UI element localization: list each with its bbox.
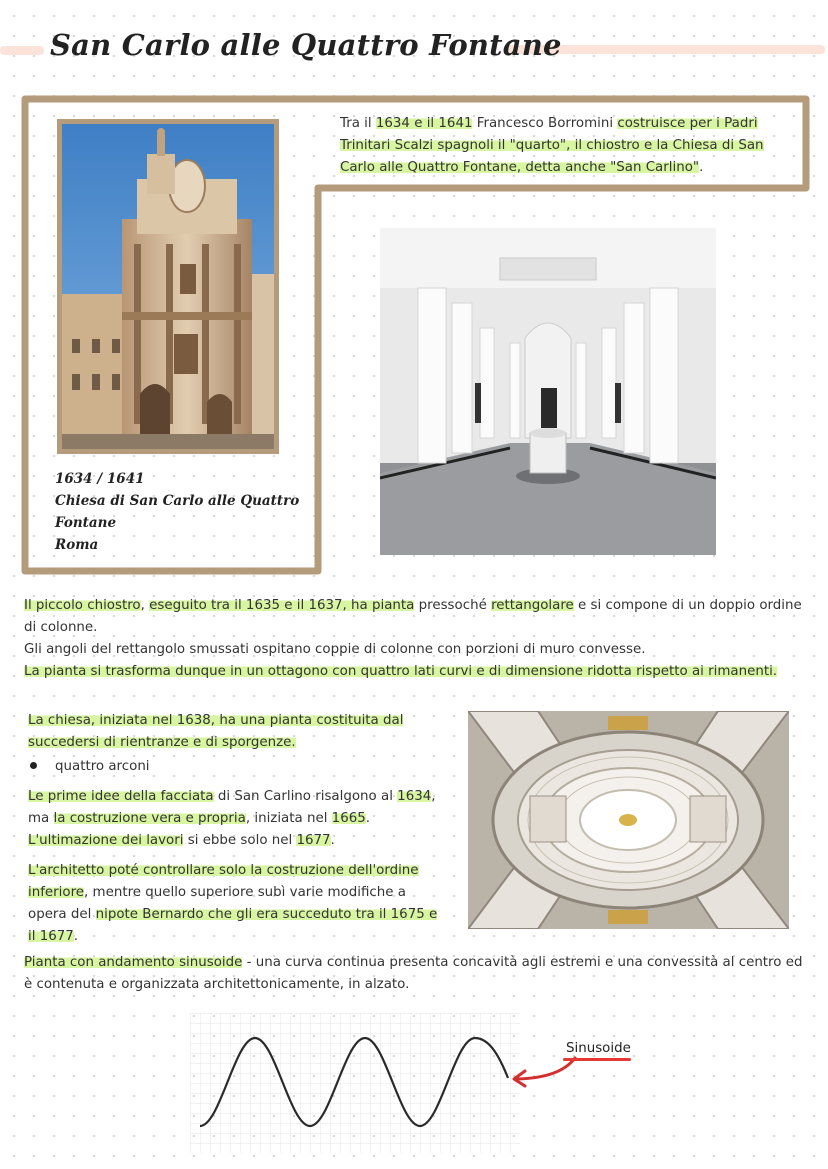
church-intro: La chiesa, iniziata nel 1638, ha una pianta costituita dal succedersi di rientranze e di sporgenze. [28,713,404,750]
cloister-text-2: Gli angoli del rettangolo smussati ospitano coppie di colonne con porzioni di muro convesse. [24,642,646,657]
caption-city: Roma [55,537,99,553]
cloister-text-3: La pianta si trasforma dunque in un ottagono con quattro lati curvi e di dimensione ridotta rispetto ai rimanenti. [24,664,778,679]
cloister-text-1: Il piccolo chiostro, eseguito tra il 1635 e il 1637, ha pianta pressoché rettangolare e si compone di un doppio ordine di colonne. [24,598,802,635]
sinusoid-label-underline [563,1058,631,1061]
intro-paragraph: Tra il 1634 e il 1641 Francesco Borromini costruisce per i Padri Trinitari Scalzi spagnoli il "quarto", il chiostro e la Chiesa di San Carlo alle Quattro Fontane, detta anche "San Carlino". [340,116,764,175]
bullet-dot [30,762,37,769]
cloister-photo [380,228,716,555]
sinusoid-label: Sinusoide [566,1041,631,1056]
caption-dates: 1634 / 1641 [55,471,145,487]
caption-title: Chiesa di San Carlo alle Quattro [55,493,300,509]
caption-title-cont: Fontane [55,515,117,531]
plan-paragraph: Pianta con andamento sinusoide - una curva continua presenta concavità agli estremi e una convessità al centro ed è contenuta e organizzata architettonicamente, in alzato. [24,955,803,992]
photo-caption [55,468,299,556]
architect-text: L'architetto poté controllare solo la costruzione dell'ordine inferiore, mentre quello superiore subì varie modifiche a opera del nipote Bernardo che gli era succeduto tra il 1675 e il 1677. [28,863,438,944]
bullet-item: quattro arconi [24,756,444,778]
church-paragraph [24,710,444,948]
dome-photo [468,711,789,929]
church-facade-illustration [62,124,274,449]
cloister-illustration [380,228,716,555]
sinusoid-diagram [190,1013,520,1153]
red-arrow-icon [505,1050,585,1090]
cloister-paragraph [24,595,804,683]
facade-text: Le prime idee della facciata di San Carlino risalgono al 1634, ma la costruzione vera e propria, iniziata nel 1665. L'ultimazione dei lavori si ebbe solo nel 1677. [28,789,436,848]
facade-photo [57,119,279,454]
dome-illustration [468,711,789,929]
page-title: San Carlo alle Quattro Fontane [50,28,562,62]
